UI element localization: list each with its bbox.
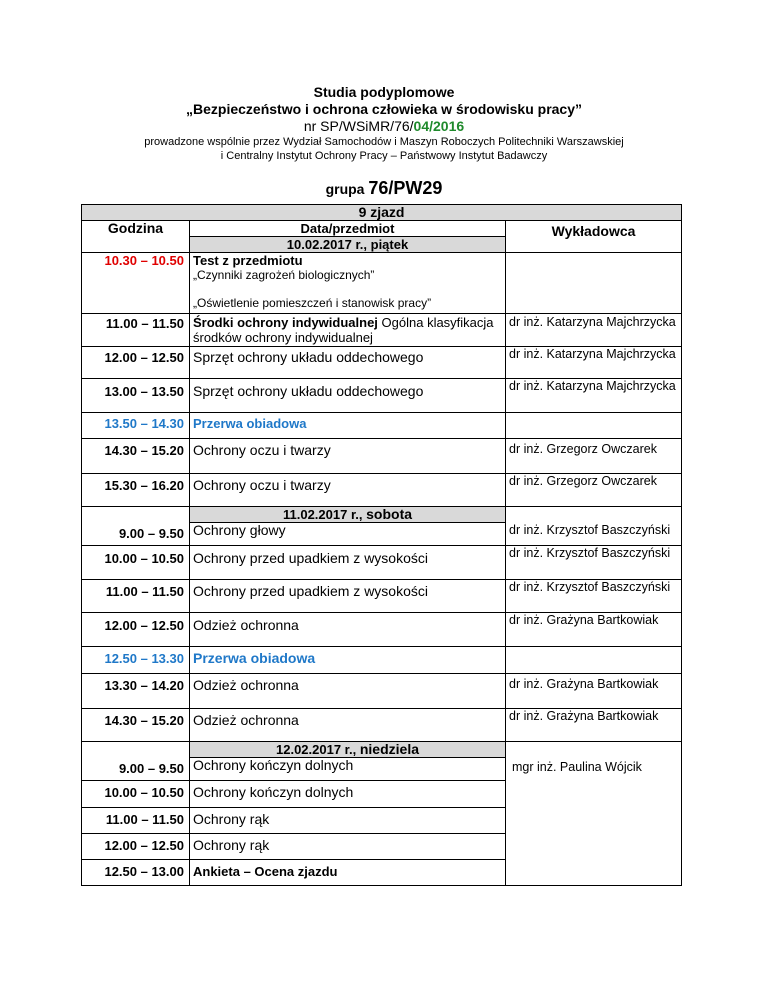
day3-hour-1: 9.00 – 9.50	[82, 742, 190, 781]
table-row	[82, 439, 682, 474]
program-number	[0, 118, 768, 134]
day1-lecturer-1	[506, 253, 682, 314]
day2-lecturer-1: dr inż. Krzysztof Baszczyński	[506, 507, 682, 546]
table-row	[82, 546, 682, 580]
day3-lecturer: mgr inż. Paulina Wójcik	[506, 742, 682, 886]
day1-hour-6: 14.30 – 15.20	[82, 439, 190, 474]
day2-lecturer-7: dr inż. Grażyna Bartkowiak	[506, 709, 682, 742]
title-program: „Bezpieczeństwo i ochrona człowieka w środowisku pracy”	[186, 101, 582, 117]
day1-lecturer-3: dr inż. Katarzyna Majchrzycka	[506, 347, 682, 379]
day2-hour-6: 13.30 – 14.20	[82, 674, 190, 709]
day3-subject-2: Ochrony kończyn dolnych	[190, 781, 506, 808]
day1-subject-1	[190, 253, 506, 314]
day2-date	[190, 507, 506, 523]
day2-subject-6: Odzież ochronna	[190, 674, 506, 709]
day2-lecturer-3: dr inż. Krzysztof Baszczyński	[506, 580, 682, 613]
day3-subject-5: Ankieta – Ocena zjazdu	[190, 860, 506, 886]
day2-hour-7: 14.30 – 15.20	[82, 709, 190, 742]
day1-hour-5: 13.50 – 14.30	[82, 413, 190, 439]
day1-lecturer-5	[506, 413, 682, 439]
group-code: 76/PW29	[368, 178, 443, 198]
day1-hour-4: 13.00 – 13.50	[82, 379, 190, 413]
table-row	[82, 314, 682, 347]
day2-subject-4: Odzież ochronna	[190, 613, 506, 647]
day3-hour-2: 10.00 – 10.50	[82, 781, 190, 808]
day1-lecturer-6: dr inż. Grzegorz Owczarek	[506, 439, 682, 474]
header-row	[82, 221, 682, 237]
day1-subject-2-bold: Środki ochrony indywidualnej	[193, 315, 378, 330]
day3-subject-4: Ochrony rąk	[190, 834, 506, 860]
day1-subject-7: Ochrony oczu i twarzy	[190, 474, 506, 507]
organizer-line-1: prowadzone wspólnie przez Wydział Samochodów i Maszyn Roboczych Politechniki Warszawskiej	[144, 136, 624, 148]
day1-hour-1: 10.30 – 10.50	[82, 253, 190, 314]
day1-hour-2: 11.00 – 11.50	[82, 314, 190, 347]
col-lecturer-header: Wykładowca	[506, 221, 682, 253]
day3-date-row	[82, 742, 682, 758]
day1-lecturer-2: dr inż. Katarzyna Majchrzycka	[506, 314, 682, 347]
test-subject-2: „Oświetlenie pomieszczeń i stanowisk pracy”	[193, 296, 432, 310]
table-row	[82, 379, 682, 413]
day2-hour-2: 10.00 – 10.50	[82, 546, 190, 580]
title-studia: Studia podyplomowe	[313, 84, 455, 100]
day3-hour-5: 12.50 – 13.00	[82, 860, 190, 886]
day2-lecturer-5	[506, 647, 682, 674]
table-row	[82, 674, 682, 709]
day1-hour-3: 12.00 – 12.50	[82, 347, 190, 379]
day2-lecturer-2: dr inż. Krzysztof Baszczyński	[506, 546, 682, 580]
test-title: Test z przedmiotu	[193, 253, 303, 268]
day1-subject-2	[190, 314, 506, 347]
day2-hour-4: 12.00 – 12.50	[82, 613, 190, 647]
day1-subject-5: Przerwa obiadowa	[190, 413, 506, 439]
day1-subject-6: Ochrony oczu i twarzy	[190, 439, 506, 474]
day2-lecturer-4: dr inż. Grażyna Bartkowiak	[506, 613, 682, 647]
zjazd-title: 9 zjazd	[82, 205, 682, 221]
day1-lecturer-7: dr inż. Grzegorz Owczarek	[506, 474, 682, 507]
col-subject-header: Data/przedmiot	[190, 221, 506, 237]
day3-subject-1: Ochrony kończyn dolnych	[190, 758, 506, 781]
day2-hour-5: 12.50 – 13.30	[82, 647, 190, 674]
day3-date	[190, 742, 506, 758]
day1-lecturer-4: dr inż. Katarzyna Majchrzycka	[506, 379, 682, 413]
day1-subject-3: Sprzęt ochrony układu oddechowego	[190, 347, 506, 379]
table-row	[82, 347, 682, 379]
day2-subject-7: Odzież ochronna	[190, 709, 506, 742]
day2-date-row	[82, 507, 682, 523]
day2-date-prefix: 11.02.2017 r.,	[282, 507, 367, 522]
day2-date-day: sobota	[366, 506, 413, 522]
day2-hour-3: 11.00 – 11.50	[82, 580, 190, 613]
day2-hour-1: 9.00 – 9.50	[82, 507, 190, 546]
day3-hour-4: 12.00 – 12.50	[82, 834, 190, 860]
group-label: grupa	[325, 181, 369, 197]
day2-subject-1: Ochrony głowy	[190, 523, 506, 546]
day2-subject-3: Ochrony przed upadkiem z wysokości	[190, 580, 506, 613]
day3-subject-3: Ochrony rąk	[190, 808, 506, 834]
day1-date: 10.02.2017 r., piątek	[190, 237, 506, 253]
day1-subject-2-rest: Ogólna klasyfikacja środków ochrony indywidualnej	[193, 315, 494, 345]
table-row	[82, 253, 682, 314]
table-row	[82, 413, 682, 439]
program-number-highlight: 04/2016	[413, 118, 465, 134]
test-subject-1: „Czynniki zagrożeń biologicznych”	[193, 268, 375, 282]
table-row	[82, 580, 682, 613]
day2-lecturer-6: dr inż. Grażyna Bartkowiak	[506, 674, 682, 709]
day3-hour-3: 11.00 – 11.50	[82, 808, 190, 834]
table-row	[82, 709, 682, 742]
program-number-prefix: nr SP/WSiMR/76/	[303, 118, 414, 134]
day1-subject-4: Sprzęt ochrony układu oddechowego	[190, 379, 506, 413]
table-row	[82, 474, 682, 507]
schedule-table	[81, 204, 682, 886]
day3-date-day: niedziela	[359, 741, 419, 757]
zjazd-row	[82, 205, 682, 221]
day3-date-prefix: 12.02.2017 r.,	[276, 742, 360, 757]
table-row	[82, 647, 682, 674]
group-heading	[0, 178, 768, 199]
day2-subject-5: Przerwa obiadowa	[190, 647, 506, 674]
organizer-line-2: i Centralny Instytut Ochrony Pracy – Państwowy Instytut Badawczy	[220, 150, 548, 162]
day2-subject-2: Ochrony przed upadkiem z wysokości	[190, 546, 506, 580]
col-hour-header: Godzina	[82, 221, 190, 253]
table-row	[82, 613, 682, 647]
day1-hour-7: 15.30 – 16.20	[82, 474, 190, 507]
